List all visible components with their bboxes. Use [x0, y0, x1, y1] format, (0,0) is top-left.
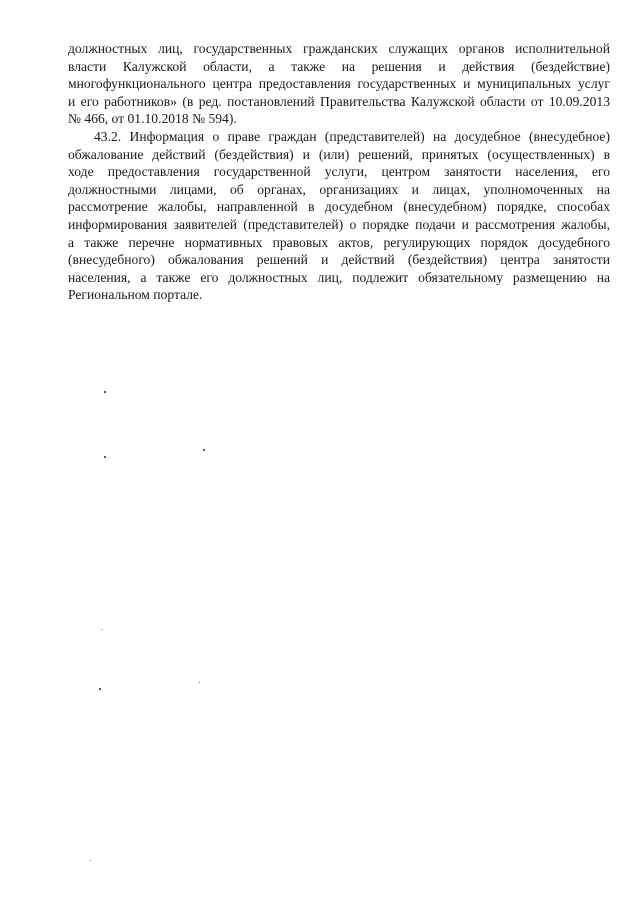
text-line: Региональном портале. [68, 287, 203, 303]
paragraph-continuation [68, 40, 610, 128]
text-line: многофункционального центра предоставления государственных и муниципальных услуг [68, 76, 610, 92]
scan-speck [104, 391, 106, 393]
document-text [68, 40, 610, 304]
scan-speck [104, 456, 106, 458]
text-line: обжалование действий (бездействия) и (или) решений, принятых (осуществленных) в [68, 146, 610, 162]
text-line: информирования заявителей (представителей) о порядке подачи и рассмотрения жалобы, [68, 216, 610, 232]
scan-speck [101, 629, 102, 630]
text-line: должностных лиц, государственных гражданских служащих органов исполнительной [68, 41, 610, 56]
text-line: и его работников» (в ред. постановлений Правительства Калужской области от 10.09.2013 [68, 93, 610, 109]
text-line: 43.2. Информация о праве граждан (представителей) на досудебное (внесудебное) [94, 128, 610, 144]
text-line: власти Калужской области, а также на решения и действия (бездействие) [68, 58, 610, 74]
text-line: (внесудебного) обжалования решений и действий (бездействия) центра занятости [68, 252, 610, 268]
text-line: ходе предоставления государственной услуги, центром занятости населения, его [68, 164, 610, 180]
text-line: рассмотрение жалобы, направленной в досудебном (внесудебном) порядке, способах [68, 199, 610, 215]
scan-speck [203, 449, 205, 451]
text-line: № 466, от 01.10.2018 № 594). [68, 111, 237, 127]
text-line: населения, а также его должностных лиц, подлежит обязательному размещению на [68, 269, 610, 285]
scan-speck [99, 688, 101, 690]
text-line: должностными лицами, об органах, организациях и лицах, уполномоченных на [68, 181, 610, 197]
text-line: а также перечне нормативных правовых актов, регулирующих порядок досудебного [68, 234, 610, 250]
paragraph-43-2 [68, 128, 610, 304]
scan-speck [199, 682, 200, 683]
scan-speck [90, 860, 91, 861]
